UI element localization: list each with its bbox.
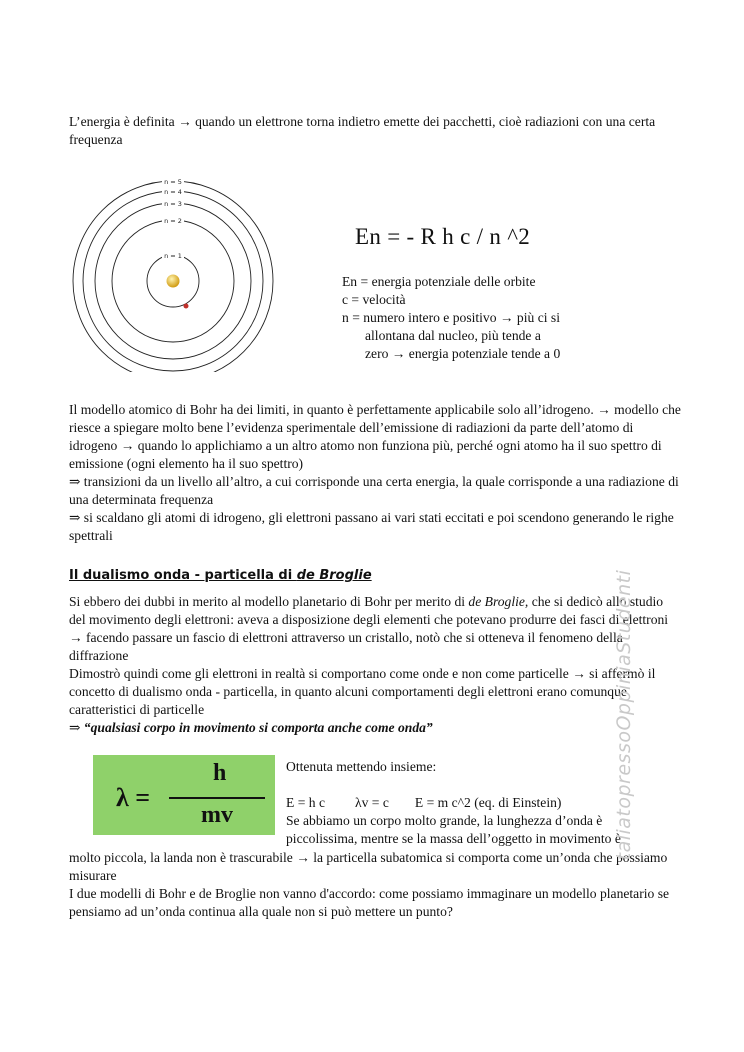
watermark: taliatopressoOppiniaStudenti bbox=[613, 569, 635, 861]
equations-line bbox=[286, 794, 561, 812]
label-n3: n = 3 bbox=[164, 200, 182, 208]
formula-definitions bbox=[342, 273, 602, 363]
lambda-numerator: h bbox=[213, 760, 227, 786]
side-line-1: Se abbiamo un corpo molto grande, la lunghezza d’onda è bbox=[286, 813, 603, 828]
tail-paragraph-2: I due modelli di Bohr e de Broglie non vanno d'accordo: come possiamo immaginare un modello planetario se pensiamo ad un’onda continua alla quale non si può mettere un punto? bbox=[69, 886, 670, 919]
section-heading: Il dualismo onda - particella di de Broglie bbox=[69, 568, 372, 583]
intro-paragraph: L’energia è definita → quando un elettrone torna indietro emette dei pacchetti, cioè radiazioni con una certa frequenza bbox=[69, 114, 656, 147]
label-n4: n = 4 bbox=[164, 188, 182, 196]
def-c: c = velocità bbox=[342, 292, 406, 307]
fraction-bar bbox=[169, 797, 265, 799]
lambda-symbol: λ = bbox=[116, 783, 151, 812]
eq-ehc: E = h c bbox=[286, 795, 325, 810]
label-n5: n = 5 bbox=[164, 178, 182, 186]
lambda-formula-box bbox=[93, 755, 275, 835]
nucleus bbox=[167, 275, 180, 288]
side-line-2: piccolissima, mentre se la massa dell’oggetto in movimento è bbox=[286, 831, 621, 846]
bohr-paragraph bbox=[69, 401, 681, 545]
heating-text: ⇒ si scaldano gli atomi di idrogeno, gli elettroni passano ai vari stati eccitati e poi scendono generando le righe spettrali bbox=[69, 510, 674, 543]
label-n1: n = 1 bbox=[164, 252, 182, 260]
lambda-denominator: mv bbox=[201, 802, 233, 828]
broglie-p1: Si ebbero dei dubbi in merito al modello planetario di Bohr per merito di de Broglie, che si dedicò allo studio del movimento degli elettroni: aveva a disposizione degli elementi che potevano produrre dei fasci di elettroni → facendo passare un fascio di elettroni attraverso un cristallo, notò che si otteneva il fenomeno della diffrazione bbox=[69, 594, 669, 663]
bohr-orbit-diagram bbox=[66, 176, 280, 372]
obtained-text: Ottenuta mettendo insieme: bbox=[286, 759, 437, 774]
broglie-paragraph bbox=[69, 593, 681, 737]
label-n2: n = 2 bbox=[164, 217, 182, 225]
transitions-text: ⇒ transizioni da un livello all’altro, a cui corrisponde una certa energia, la quale corrisponde a una radiazione di una determinata frequenza bbox=[69, 474, 679, 507]
eq-lambda-v: λv = c bbox=[355, 795, 389, 810]
def-en: En = energia potenziale delle orbite bbox=[342, 274, 536, 289]
broglie-quote: ⇒ “qualsiasi corpo in movimento si comporta anche come onda” bbox=[69, 720, 433, 735]
bohr-limits-text: Il modello atomico di Bohr ha dei limiti, in quanto è perfettamente applicabile solo all’idrogeno. → modello che riesce a spiegare molto bene l’evidenza sperimentale dell’emissione di radiazioni da parte dell’atomo di idrogeno → quando lo applichiamo a un altro atomo non funziona più, perché ogni atomo ha il suo spettro di emissione (ogni elemento ha il suo spettro) bbox=[69, 402, 681, 471]
def-n-1: n = numero intero e positivo → più ci si bbox=[342, 310, 560, 325]
broglie-p2: Dimostrò quindi come gli elettroni in realtà si comportano come onde e non come particelle → si affermò il concetto di dualismo onda - particella, in quanto alcuni comportamenti degli elettroni erano comunque caratteristici di particelle bbox=[69, 666, 656, 717]
eq-einstein: E = m c^2 (eq. di Einstein) bbox=[414, 795, 562, 810]
energy-formula: En = - R h c / n ^2 bbox=[355, 224, 531, 249]
def-n-2: allontana dal nucleo, più tende a bbox=[365, 328, 541, 343]
electron bbox=[184, 304, 189, 309]
tail-paragraph-1: molto piccola, la landa non è trascurabile → la particella subatomica si comporta come un’onda che possiamo misurare bbox=[69, 850, 668, 883]
def-n-3: zero → energia potenziale tende a 0 bbox=[365, 346, 561, 361]
